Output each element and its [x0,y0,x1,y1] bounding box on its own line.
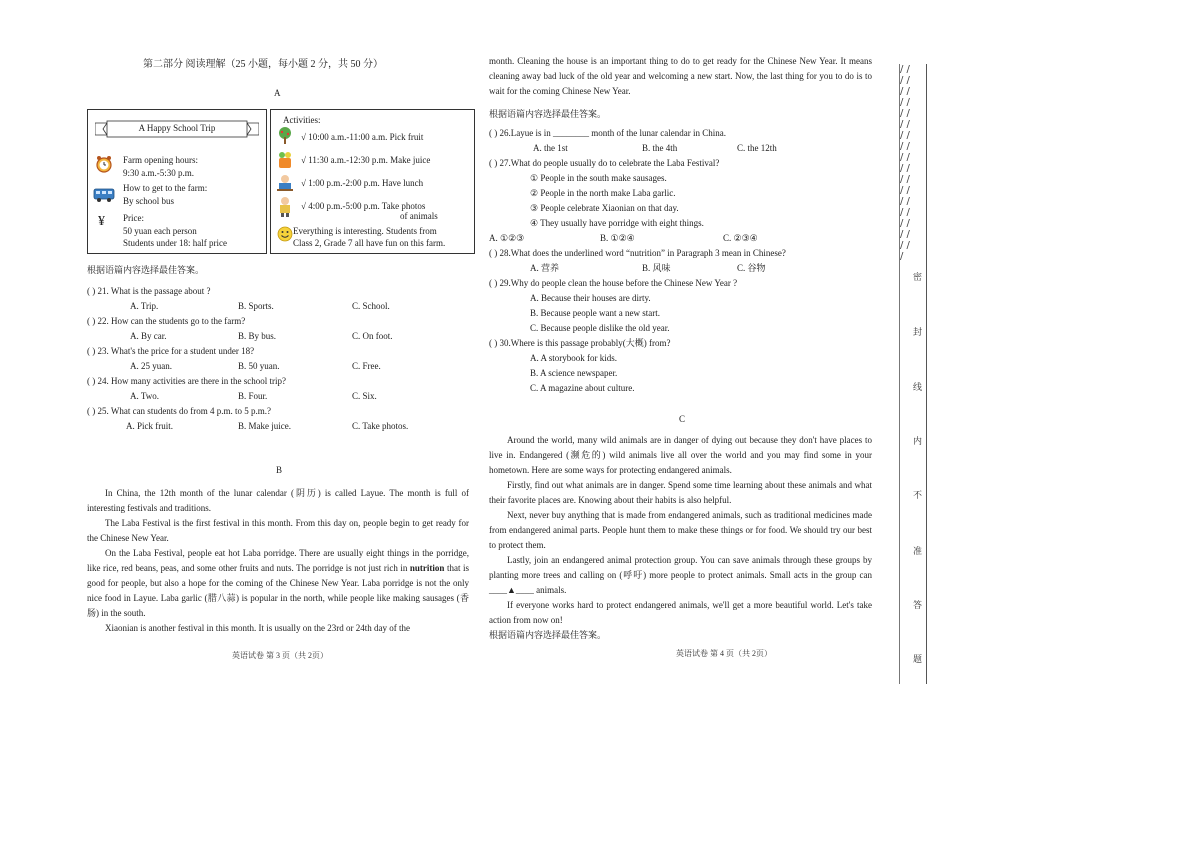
nutrition-word: nutrition [409,563,445,573]
howto-value: By school bus [123,196,175,206]
section-title: 第二部分 阅读理解（25 小题，每小题 2 分，共 50 分） [143,59,383,70]
price-value: 50 yuan each person [123,226,197,236]
option-b: B. 50 yuan. [238,361,280,371]
passage-c-p1: Around the world, many wild animals are in danger of dying out because they don't have places to live in. Endangered (濒危的) wild animals live all over the world and you may find some in your hometown. Here are some ways for protecting endangered animals. [489,435,872,475]
summary-line-2: Class 2, Grade 7 all have fun on this farm. [293,238,446,248]
item-3: ③ People celebrate Xiaonian on that day. [530,203,679,213]
passage-b-p1: In China, the 12th month of the lunar calendar (阴历) is called Layue. The month is full of interesting festivals and traditions. [87,488,469,513]
option-a: A. 营养 [530,263,559,273]
item-1: ① People in the south make sausages. [530,173,667,183]
lunch-icon [276,173,294,193]
option-c: C. the 12th [737,143,777,153]
option-b: B. 风味 [642,263,671,273]
option-b: B. By bus. [238,331,277,341]
option-a: A. By car. [130,331,167,341]
option-c: C. School. [352,301,390,311]
passage-b-text [87,486,469,636]
instruction-a: 根据语篇内容选择最佳答案。 [87,265,205,275]
price-label: Price: [123,213,144,223]
activity-4-cont: of animals [400,211,438,221]
binding-char-5: 不 [913,491,923,501]
summary-line-1: Everything is interesting. Students from [293,226,437,236]
passage-b-continued [489,54,872,99]
option-a: A. Because their houses are dirty. [530,293,651,303]
opening-label: Farm opening hours: [123,155,198,165]
instruction-c: 根据语篇内容选择最佳答案。 [489,630,607,640]
option-a: A. Pick fruit. [126,421,173,431]
option-b: B. Make juice. [238,421,291,431]
binding-char-7: 答 [913,601,923,611]
banner-title: A Happy School Trip [138,123,216,133]
passage-c-label: C [679,414,686,424]
option-c: C. 谷物 [737,263,766,273]
yuan-icon: ¥ [98,214,105,229]
opening-value: 9:30 a.m.-5:30 p.m. [123,168,194,178]
option-b: B. A science newspaper. [530,368,618,378]
option-a: A. ①②③ [489,233,525,243]
option-c: C. Six. [352,391,377,401]
option-c: C. On foot. [352,331,393,341]
juice-icon [276,150,294,170]
passage-c-p2: Firstly, find out what animals are in danger. Spend some time learning about these animals and what their favorite places are. Knowing about their habits is also helpful. [489,480,872,505]
option-c: C. Take photos. [352,421,409,431]
option-a: A. Two. [130,391,159,401]
clock-icon [95,155,113,173]
instruction-b: 根据语篇内容选择最佳答案。 [489,109,607,119]
option-c: C. ②③④ [723,233,758,243]
howto-label: How to get to the farm: [123,183,208,193]
activities-box [270,109,475,254]
binding-char-4: 内 [913,437,923,447]
binding-line-right [926,64,927,684]
binding-char-3: 线 [913,383,923,393]
passage-b-p4-start: Xiaonian is another festival in this month. It is usually on the 23rd or 24th day of the [105,623,410,633]
option-a: A. Trip. [130,301,159,311]
option-c: C. Free. [352,361,381,371]
option-b: B. the 4th [642,143,678,153]
passage-b-p2: The Laba Festival is the first festival in this month. From this day on, people begin to get ready for the Chinese New Year. [87,518,469,543]
footer-left: 英语试卷 第 3 页（共 2页） [232,651,328,660]
binding-char-6: 准 [913,547,923,557]
camera-person-icon [276,196,294,218]
passage-b-p4-end: month. Cleaning the house is an important thing to do to get ready for the Chinese New Year. It means cleaning away bad luck of the old year and welcoming a new start. Now, the last thing for you to do is to wait for the coming Chinese New Year. [489,56,872,96]
passage-b-p3: On the Laba Festival, people eat hot Laba porridge. There are usually eight things in the porridge, like rice, red beans, peas, and some other fruits and nuts. The porridge is not just rich in nutrition that is good for people, but also a hope for the coming of the Chinese New Year. Laba porridge is not the only nice food in Layue. Laba garlic (腊八蒜) is popular in the north, while people like making sausages (香肠) in the south. [87,548,469,618]
option-c: C. Because people dislike the old year. [530,323,670,333]
activity-4: √ 4:00 p.m.-5:00 p.m. Take photos [301,201,426,211]
option-b: B. Because people want a new start. [530,308,660,318]
activity-2: √ 11:30 a.m.-12:30 p.m. Make juice [301,155,431,165]
option-b: B. ①②④ [600,233,635,243]
binding-char-2: 封 [913,328,923,338]
activities-title: Activities: [283,115,321,125]
answer-blank: ____▲____ [489,585,534,595]
smile-icon [277,226,293,242]
passage-b-label: B [276,465,283,475]
option-a: A. 25 yuan. [130,361,172,371]
tree-icon [276,126,294,146]
binding-char-1: 密 [913,273,923,283]
option-a: A. the 1st [533,143,568,153]
passage-a-label: A [274,88,281,98]
item-4: ④ They usually have porridge with eight things. [530,218,704,228]
item-2: ② People in the north make Laba garlic. [530,188,676,198]
activity-1: √ 10:00 a.m.-11:00 a.m. Pick fruit [301,132,424,142]
price-students: Students under 18: half price [123,238,227,248]
trip-info-box [87,109,267,254]
option-b: B. Sports. [238,301,274,311]
bus-icon [93,187,115,203]
passage-c-text [489,433,872,643]
footer-right: 英语试卷 第 4 页（共 2页） [676,649,772,658]
binding-slashes: / / / / / / / / / / / / / / / / / / / / / / / / / / / / / / / / / / / [900,64,910,262]
option-a: A. A storybook for kids. [530,353,618,363]
option-c: C. A magazine about culture. [530,383,635,393]
passage-c-p4: Lastly, join an endangered animal protection group. You can save animals through these groups by planting more trees and calling on (呼吁) more people to protect animals. Small acts in the group can ____▲____ animals. [489,555,872,595]
activity-3: √ 1:00 p.m.-2:00 p.m. Have lunch [301,178,424,188]
passage-c-p3: Next, never buy anything that is made from endangered animals, such as traditional medicines made from endangered animal parts. People hunt them to make these things or for food. We should try our best to protect them. [489,510,872,550]
option-b: B. Four. [238,391,268,401]
binding-char-8: 题 [913,655,923,665]
passage-c-p5: If everyone works hard to protect endangered animals, we'll get a more beautiful world. Let's take action from now on! [489,600,872,625]
